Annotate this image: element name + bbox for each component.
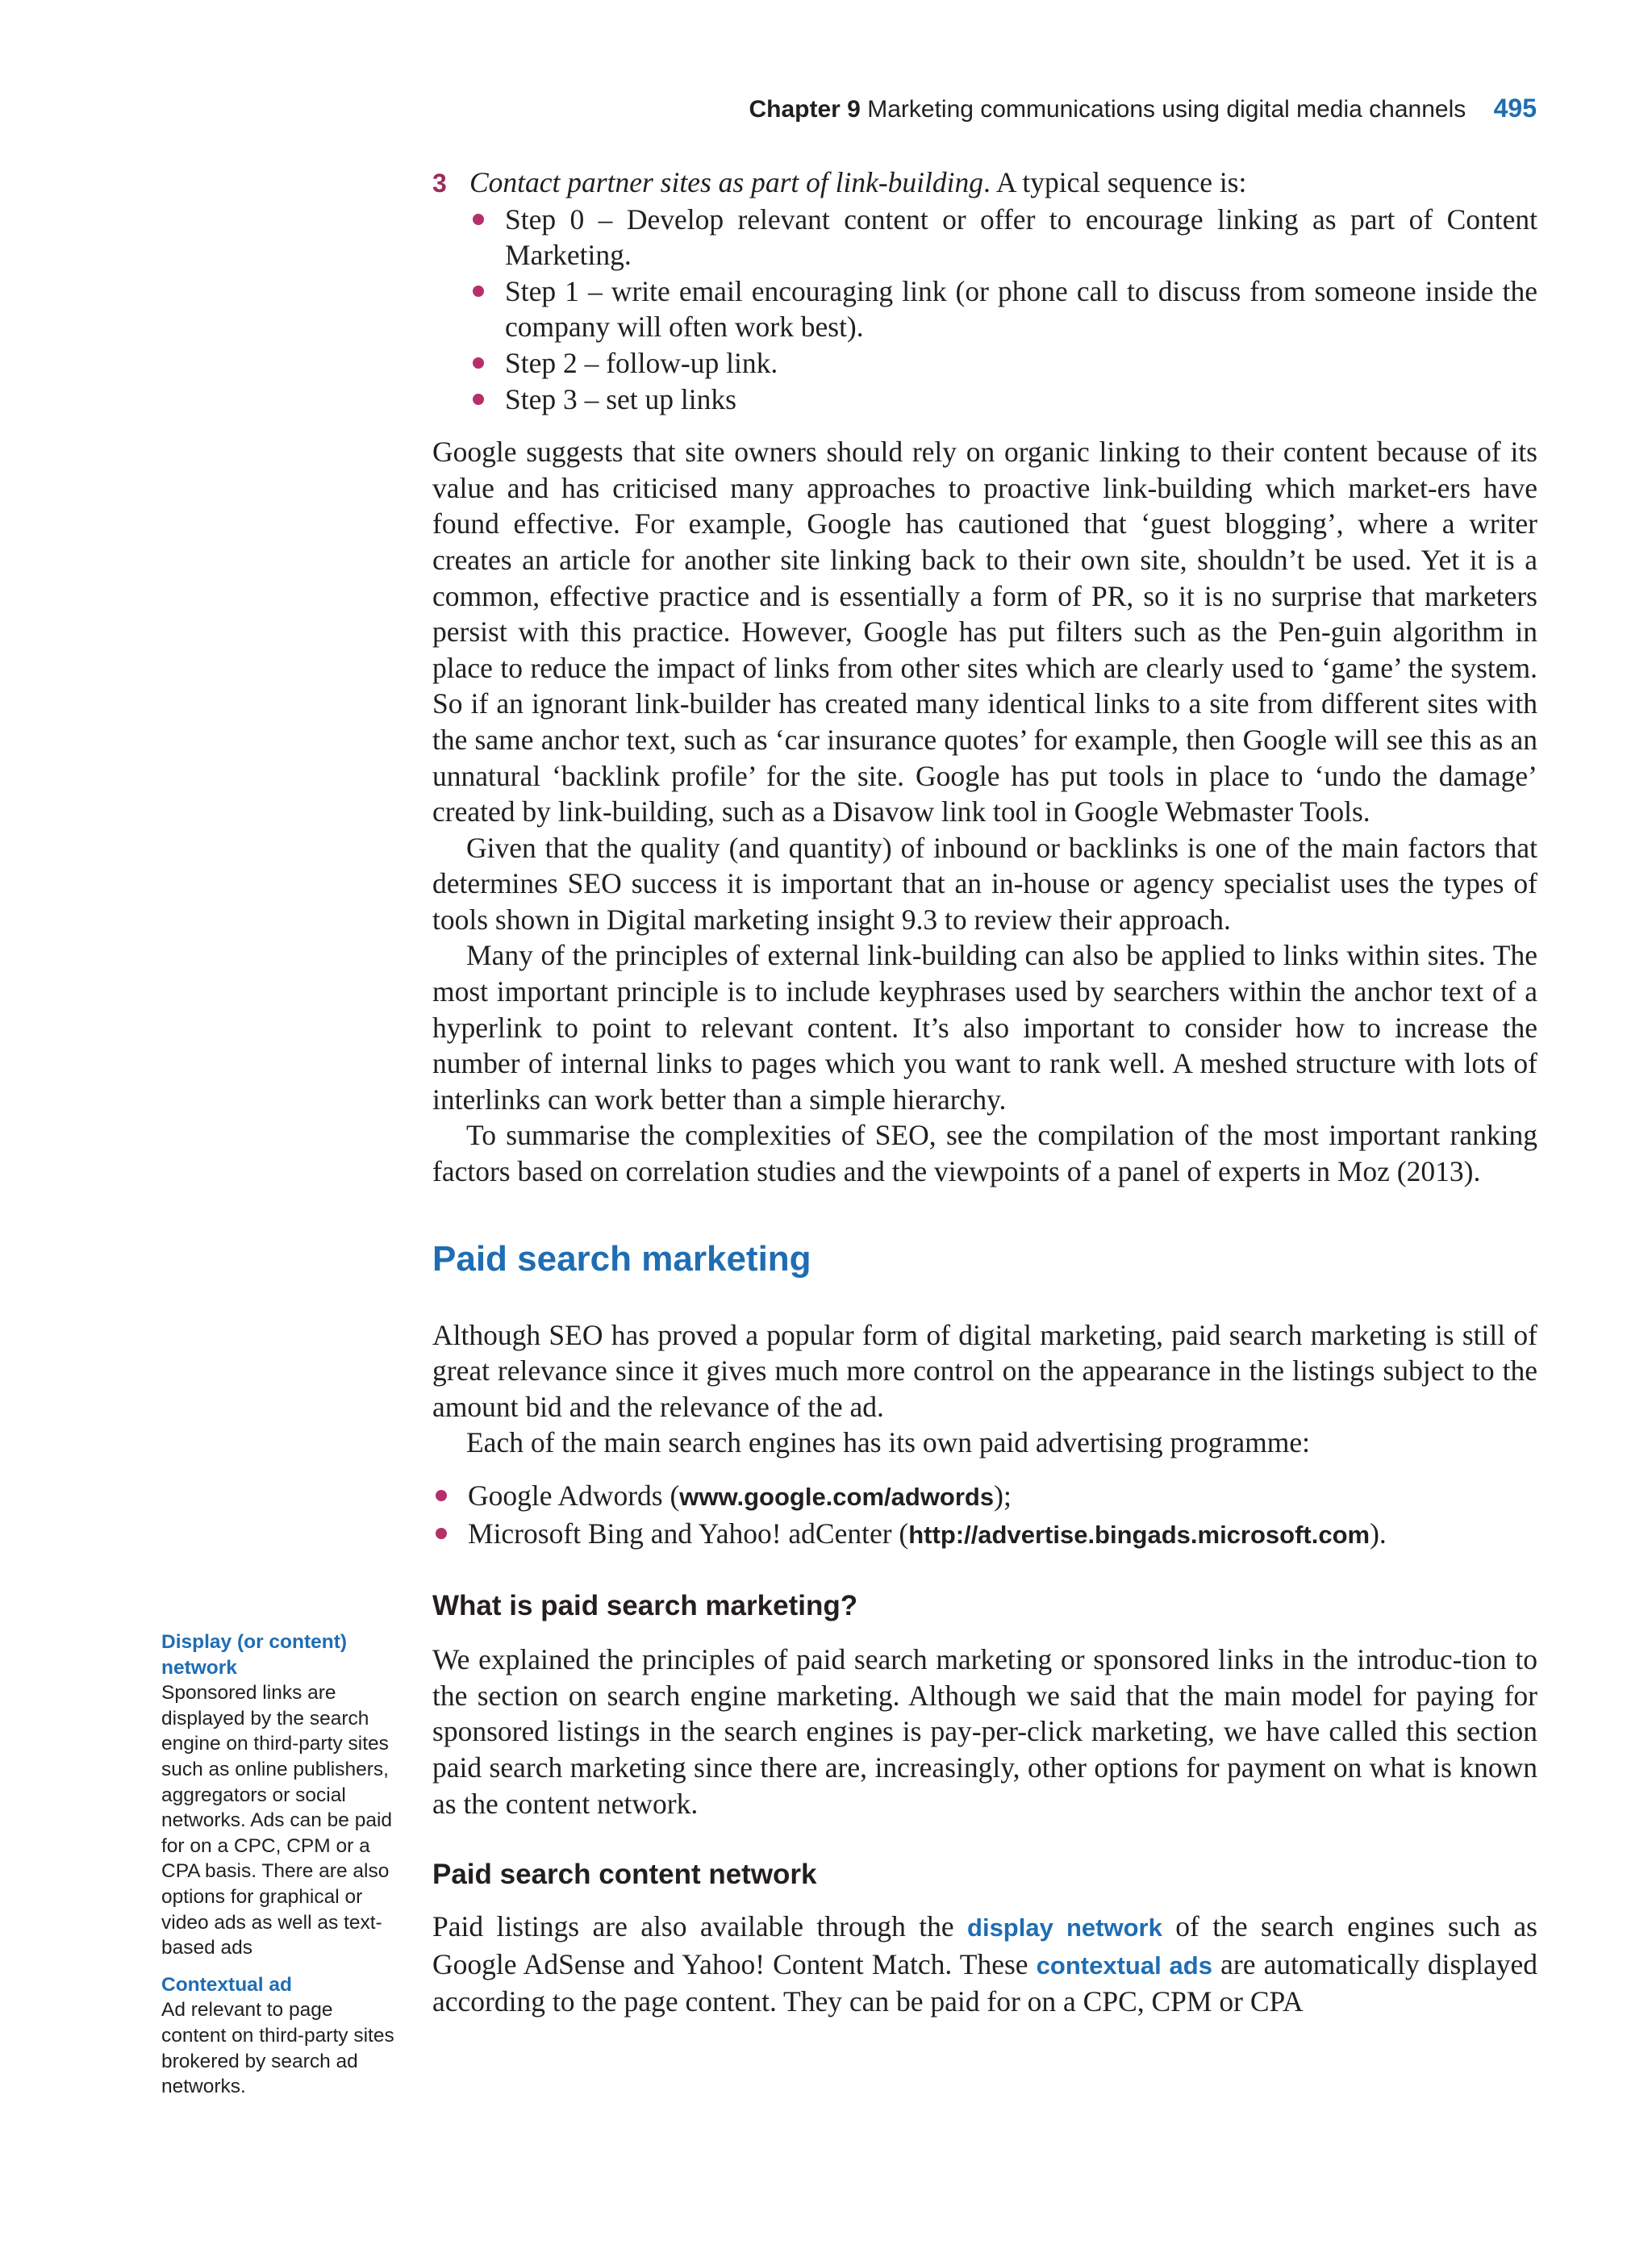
list-item: Step 0 – Develop relevant content or offer to encourage linking as part of Content Marketing.: [469, 202, 1537, 273]
text-run: Paid listings are also available through the: [432, 1910, 968, 1943]
url-link[interactable]: http://advertise.bingads.microsoft.com: [908, 1520, 1370, 1549]
item-title: Contact partner sites as part of link-building: [469, 166, 984, 198]
main-column: [432, 165, 1537, 2020]
body-paragraph: Many of the principles of external link-building can also be applied to links within sites. The most important principle is to include keyphrases used by searchers within the anchor text of a hyperlink to point to relevant content. It’s also important to consider how to increase the number of internal links to pages which you want to rank well. A meshed structure with lots of interlinks can work better than a simple hierarchy.: [432, 939, 1537, 1116]
sub-heading: Paid search content network: [432, 1859, 817, 1891]
item-number: 3: [432, 169, 447, 198]
list-item: Step 1 – write email encouraging link (or phone call to discuss from someone inside the company will often work best).: [469, 273, 1537, 345]
key-term: contextual ads: [1036, 1951, 1212, 1980]
list-item: Step 3 – set up links: [469, 382, 1537, 418]
section-heading: Paid search marketing: [432, 1238, 811, 1279]
programme-list: [432, 1478, 1537, 1553]
step-list: [432, 202, 1537, 418]
glossary-entry: [161, 1630, 395, 1961]
chapter-title: Marketing communications using digital media channels: [867, 96, 1466, 123]
list-item: [432, 1478, 1537, 1516]
glossary-definition: Ad relevant to page content on third-party sites brokered by search ad networks.: [161, 1999, 394, 2098]
body-paragraph: Given that the quality (and quantity) of inbound or backlinks is one of the main factors that determines SEO success it is important that an in-house or agency specialist uses the types of tools shown in Digital marketing insight 9.3 to review their approach.: [432, 831, 1537, 936]
body-paragraph: [432, 1909, 1537, 2020]
bullet-end: );: [994, 1479, 1012, 1512]
body-paragraph: To summarise the complexities of SEO, see the compilation of the most important ranking factors based on correlation studies and the viewpoints of a panel of experts in Moz (2013).: [432, 1119, 1537, 1188]
list-item: Step 2 – follow-up link.: [469, 345, 1537, 382]
url-link[interactable]: www.google.com/adwords: [679, 1483, 995, 1511]
body-paragraph: Each of the main search engines has its own paid advertising programme:: [466, 1426, 1310, 1459]
body-paragraph: Google suggests that site owners should rely on organic linking to their content because of its value and has criticised many approaches to proactive link-building which market-ers have found effective. For example, Google has cautioned that ‘guest blogging’, where a writer creates an article for another site linking back to their own site, shouldn’t be used. Yet it is a common, effective practice and is essentially a form of PR, so it is no surprise that marketers persist with this practice. However, Google has put filters such as the Pen-guin algorithm in place to reduce the impact of links from other sites which are clearly used to ‘game’ the system. So if an ignorant link-builder has created many identical links to a site from different sites with the same anchor text, such as ‘car insurance quotes’ for example, then Google will see this as an unnatural ‘backlink profile’ for the site. Google has put tools in place to ‘undo the damage’ created by link-building, such as a Disavow link tool in Google Webmaster Tools.: [432, 436, 1537, 828]
bullet-text: Google Adwords (: [468, 1479, 680, 1512]
glossary-term: Contextual ad: [161, 1973, 292, 1996]
text-run: of the search engines such as Google AdSense and Yahoo! Content Match. These: [432, 1910, 1537, 1980]
glossary-entry: [161, 1972, 395, 2100]
bullet-end: ).: [1370, 1517, 1387, 1550]
margin-glossary: [161, 1630, 395, 2111]
item-tail: . A typical sequence is:: [983, 166, 1247, 198]
chapter-label: Chapter 9: [749, 96, 861, 123]
glossary-term: Display (or content) network: [161, 1631, 348, 1679]
list-item: [432, 1516, 1537, 1554]
sub-heading: What is paid search marketing?: [432, 1590, 858, 1622]
glossary-definition: Sponsored links are displayed by the search engine on third-party sites such as online publishers, aggregators or social networks. Ads can be paid for on a CPC, CPM or a CPA basis. There are also options for graphical or video ads as well as text-based ads: [161, 1682, 393, 1959]
numbered-item-3: [432, 165, 1537, 202]
text-run: are automatically displayed according to the page content. They can be paid for on a CPC, CPM or CPA: [432, 1947, 1537, 2018]
body-paragraph: We explained the principles of paid search marketing or sponsored links in the introduc-tion to the section on search engine marketing. Although we said that the main model for paying for sponsored listings in the search engines is pay-per-click marketing, we have called this section paid search marketing since there are, increasingly, other options for payment on what is known as the content network.: [432, 1643, 1537, 1820]
body-paragraph: Although SEO has proved a popular form of digital marketing, paid search marketing is still of great relevance since it gives much more control on the appearance in the listings subject to the amount bid and the relevance of the ad.: [432, 1318, 1537, 1423]
running-header: [749, 94, 1537, 123]
page-number: 495: [1493, 94, 1537, 123]
key-term: display network: [967, 1913, 1162, 1942]
bullet-text: Microsoft Bing and Yahoo! adCenter (: [468, 1517, 909, 1550]
